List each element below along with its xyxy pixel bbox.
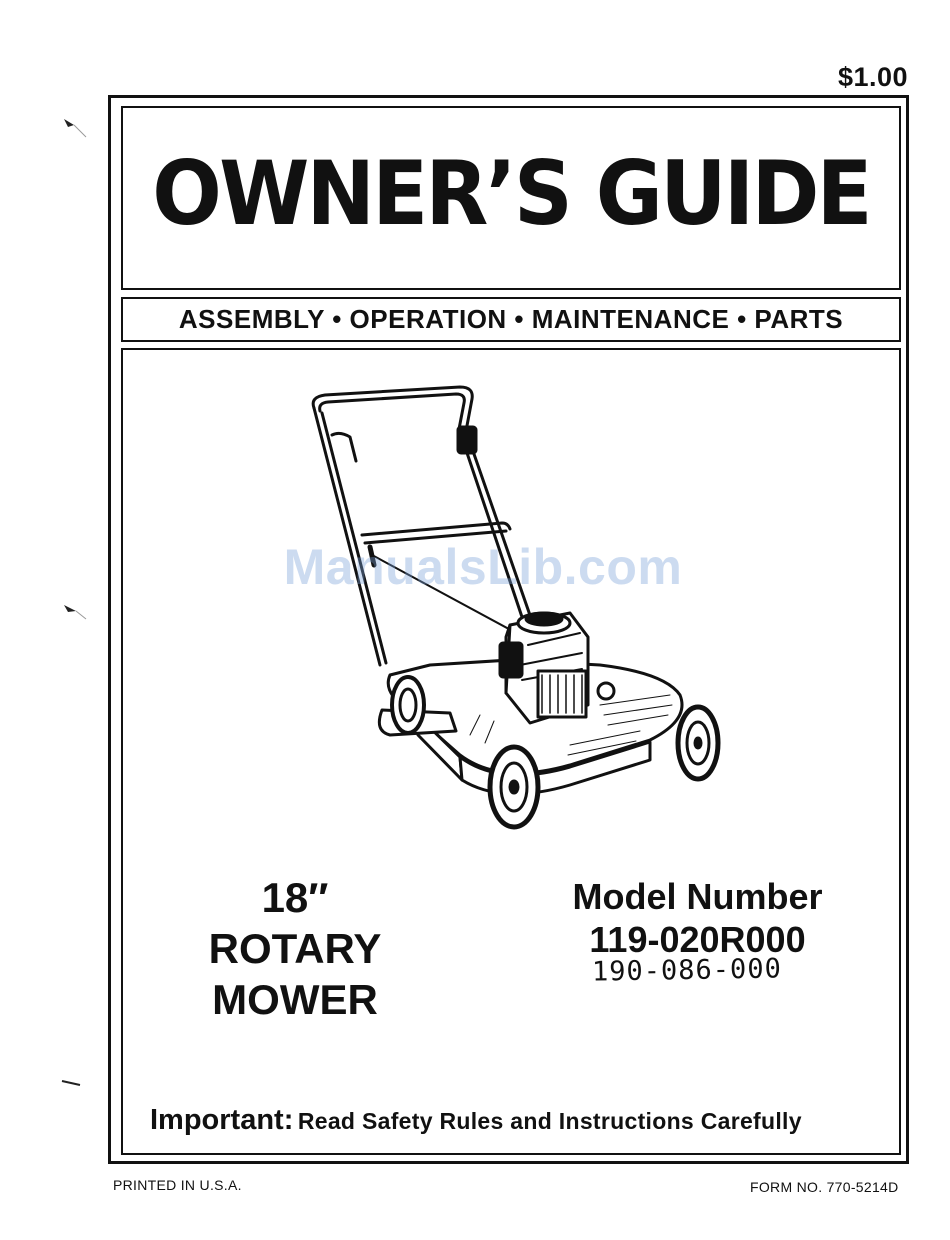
form-number: FORM NO. 770-5214D bbox=[750, 1179, 899, 1195]
watermark: ManualsLib.com bbox=[283, 539, 683, 595]
important-notice bbox=[150, 1104, 802, 1137]
product-type: ROTARY bbox=[208, 925, 382, 972]
important-lead: Important: bbox=[150, 1104, 294, 1136]
product-title bbox=[180, 872, 410, 1025]
lawn-mower-illustration bbox=[270, 375, 740, 845]
subtitle-banner: ASSEMBLY • OPERATION • MAINTENANCE • PARTS bbox=[121, 297, 901, 342]
printed-in-label: PRINTED IN U.S.A. bbox=[113, 1177, 242, 1193]
product-kind: MOWER bbox=[212, 976, 378, 1023]
model-block bbox=[560, 875, 835, 961]
scan-mark bbox=[60, 115, 90, 635]
title-panel bbox=[121, 106, 901, 290]
important-text: Read Safety Rules and Instructions Carefully bbox=[297, 1108, 802, 1134]
product-size: 18″ bbox=[261, 874, 329, 921]
model-label: Model Number bbox=[572, 876, 823, 917]
page-title: OWNER’S GUIDE bbox=[152, 142, 870, 245]
price-label: $1.00 bbox=[838, 62, 909, 92]
model-number: 119-020R000 bbox=[589, 919, 806, 960]
handwritten-model-number: 190-086-000 bbox=[591, 953, 783, 988]
scan-mark bbox=[58, 1075, 88, 1095]
